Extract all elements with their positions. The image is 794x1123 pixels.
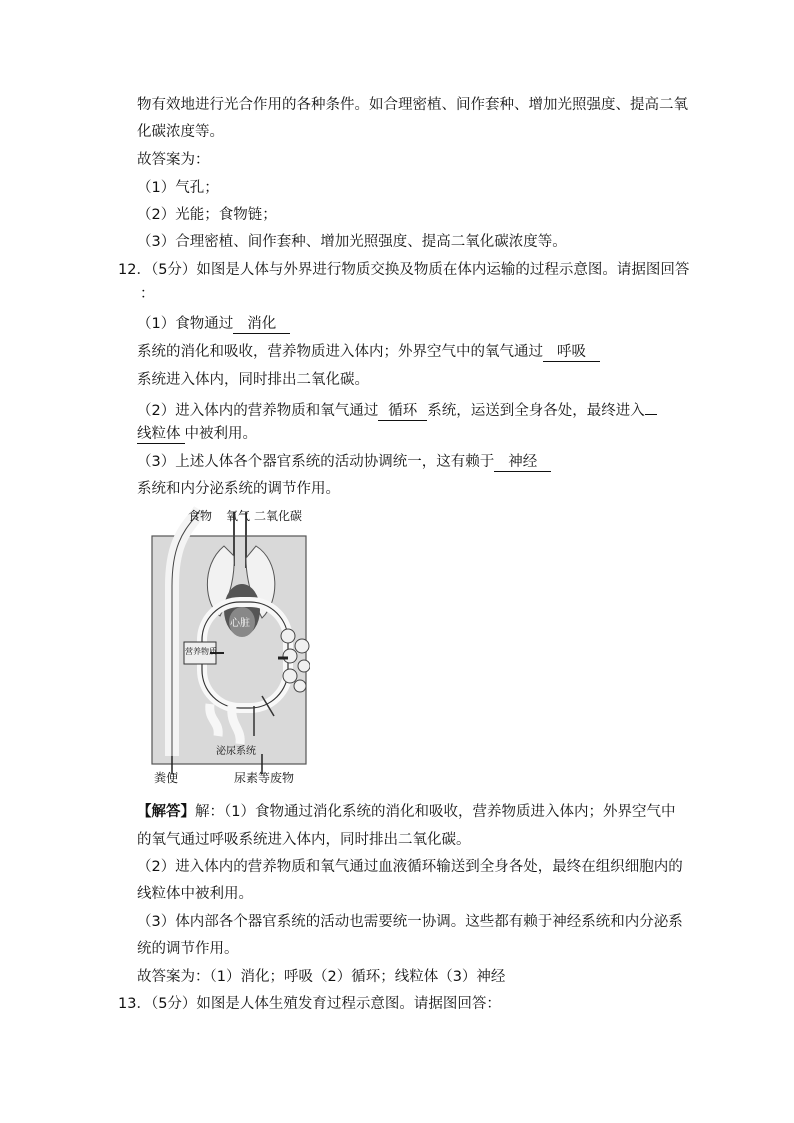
answer-blank-1: 消化 xyxy=(233,316,290,334)
question-stem: （5分）如图是人体生殖发育过程示意图。请据图回答： xyxy=(150,996,501,1012)
label-waste: 尿素等废物 xyxy=(234,771,295,785)
answer-blank-2: 呼吸 xyxy=(543,344,600,362)
prev-answer-2: （2）光能；食物链； xyxy=(137,207,277,223)
prev-answer-1: （1）气孔； xyxy=(137,180,219,196)
body-circulation-diagram xyxy=(150,506,310,788)
q12-part3-line2: 系统和内分泌系统的调节作用。 xyxy=(137,481,340,497)
intro-line-1: 物有效地进行光合作用的各种条件。如合理密植、间作套种、增加光照强度、提高二氧 xyxy=(137,97,688,113)
q12-part1-line3: 系统进入体内，同时排出二氧化碳。 xyxy=(137,372,369,388)
analysis-answer: 故答案为：（1）消化；呼吸（2）循环；线粒体（3）神经 xyxy=(137,969,506,985)
label-nutrient: 营养物质 xyxy=(185,647,217,656)
question-number: 12． xyxy=(118,262,151,278)
question-12-stem xyxy=(118,260,689,280)
analysis-line-6: 统的调节作用。 xyxy=(137,941,239,957)
prev-answer-label: 故答案为： xyxy=(137,152,210,168)
label-co2: 二氧化碳 xyxy=(254,509,303,523)
answer-blank-5: 神经 xyxy=(494,454,551,472)
label-feces: 粪便 xyxy=(154,771,179,785)
question-12-stem-tail: ： xyxy=(140,286,155,302)
analysis-line-2: 的氧气通过呼吸系统进入体内，同时排出二氧化碳。 xyxy=(137,832,471,848)
label-oxygen: 氧气 xyxy=(226,509,251,523)
q12-part2-line1: （2）进入体内的营养物质和氧气通过 循环 系统，运送到全身各处，最终进入 xyxy=(137,397,657,421)
intro-line-2: 化碳浓度等。 xyxy=(137,124,224,140)
answer-blank-4: 线粒体 xyxy=(137,426,185,444)
answer-blank-3: 循环 xyxy=(378,403,427,421)
label-food: 食物 xyxy=(188,509,213,523)
q12-part1-line1: （1）食物通过 消化 xyxy=(137,314,290,334)
analysis-line-1: 【解答】解：（1）食物通过消化系统的消化和吸收，营养物质进入体内；外界空气中 xyxy=(137,804,676,820)
analysis-line-5: （3）体内部各个器官系统的活动也需要统一协调。这些都有赖于神经系统和内分泌系 xyxy=(137,914,683,930)
analysis-tag: 【解答】 xyxy=(137,804,195,820)
q12-part1-line2: 系统的消化和吸收，营养物质进入体内；外界空气中的氧气通过 呼吸 xyxy=(137,342,600,362)
question-13-stem xyxy=(118,994,501,1014)
q12-part2-line2: 线粒体 中被利用。 xyxy=(137,426,257,442)
prev-answer-3: （3）合理密植、间作套种、增加光照强度、提高二氧化碳浓度等。 xyxy=(137,234,567,250)
analysis-line-3: （2）进入体内的营养物质和氧气通过血液循环输送到全身各处，最终在组织细胞内的 xyxy=(137,859,683,875)
label-heart: 心脏 xyxy=(230,618,250,629)
answer-blank-4-start xyxy=(645,397,657,415)
label-urinary-system: 泌尿系统 xyxy=(216,746,256,757)
question-stem: （5分）如图是人体与外界进行物质交换及物质在体内运输的过程示意图。请据图回答 xyxy=(150,262,690,278)
question-number: 13． xyxy=(118,996,151,1012)
analysis-line-4: 线粒体中被利用。 xyxy=(137,886,253,902)
q12-part3-line1: （3）上述人体各个器官系统的活动协调统一，这有赖于 神经 xyxy=(137,452,551,472)
